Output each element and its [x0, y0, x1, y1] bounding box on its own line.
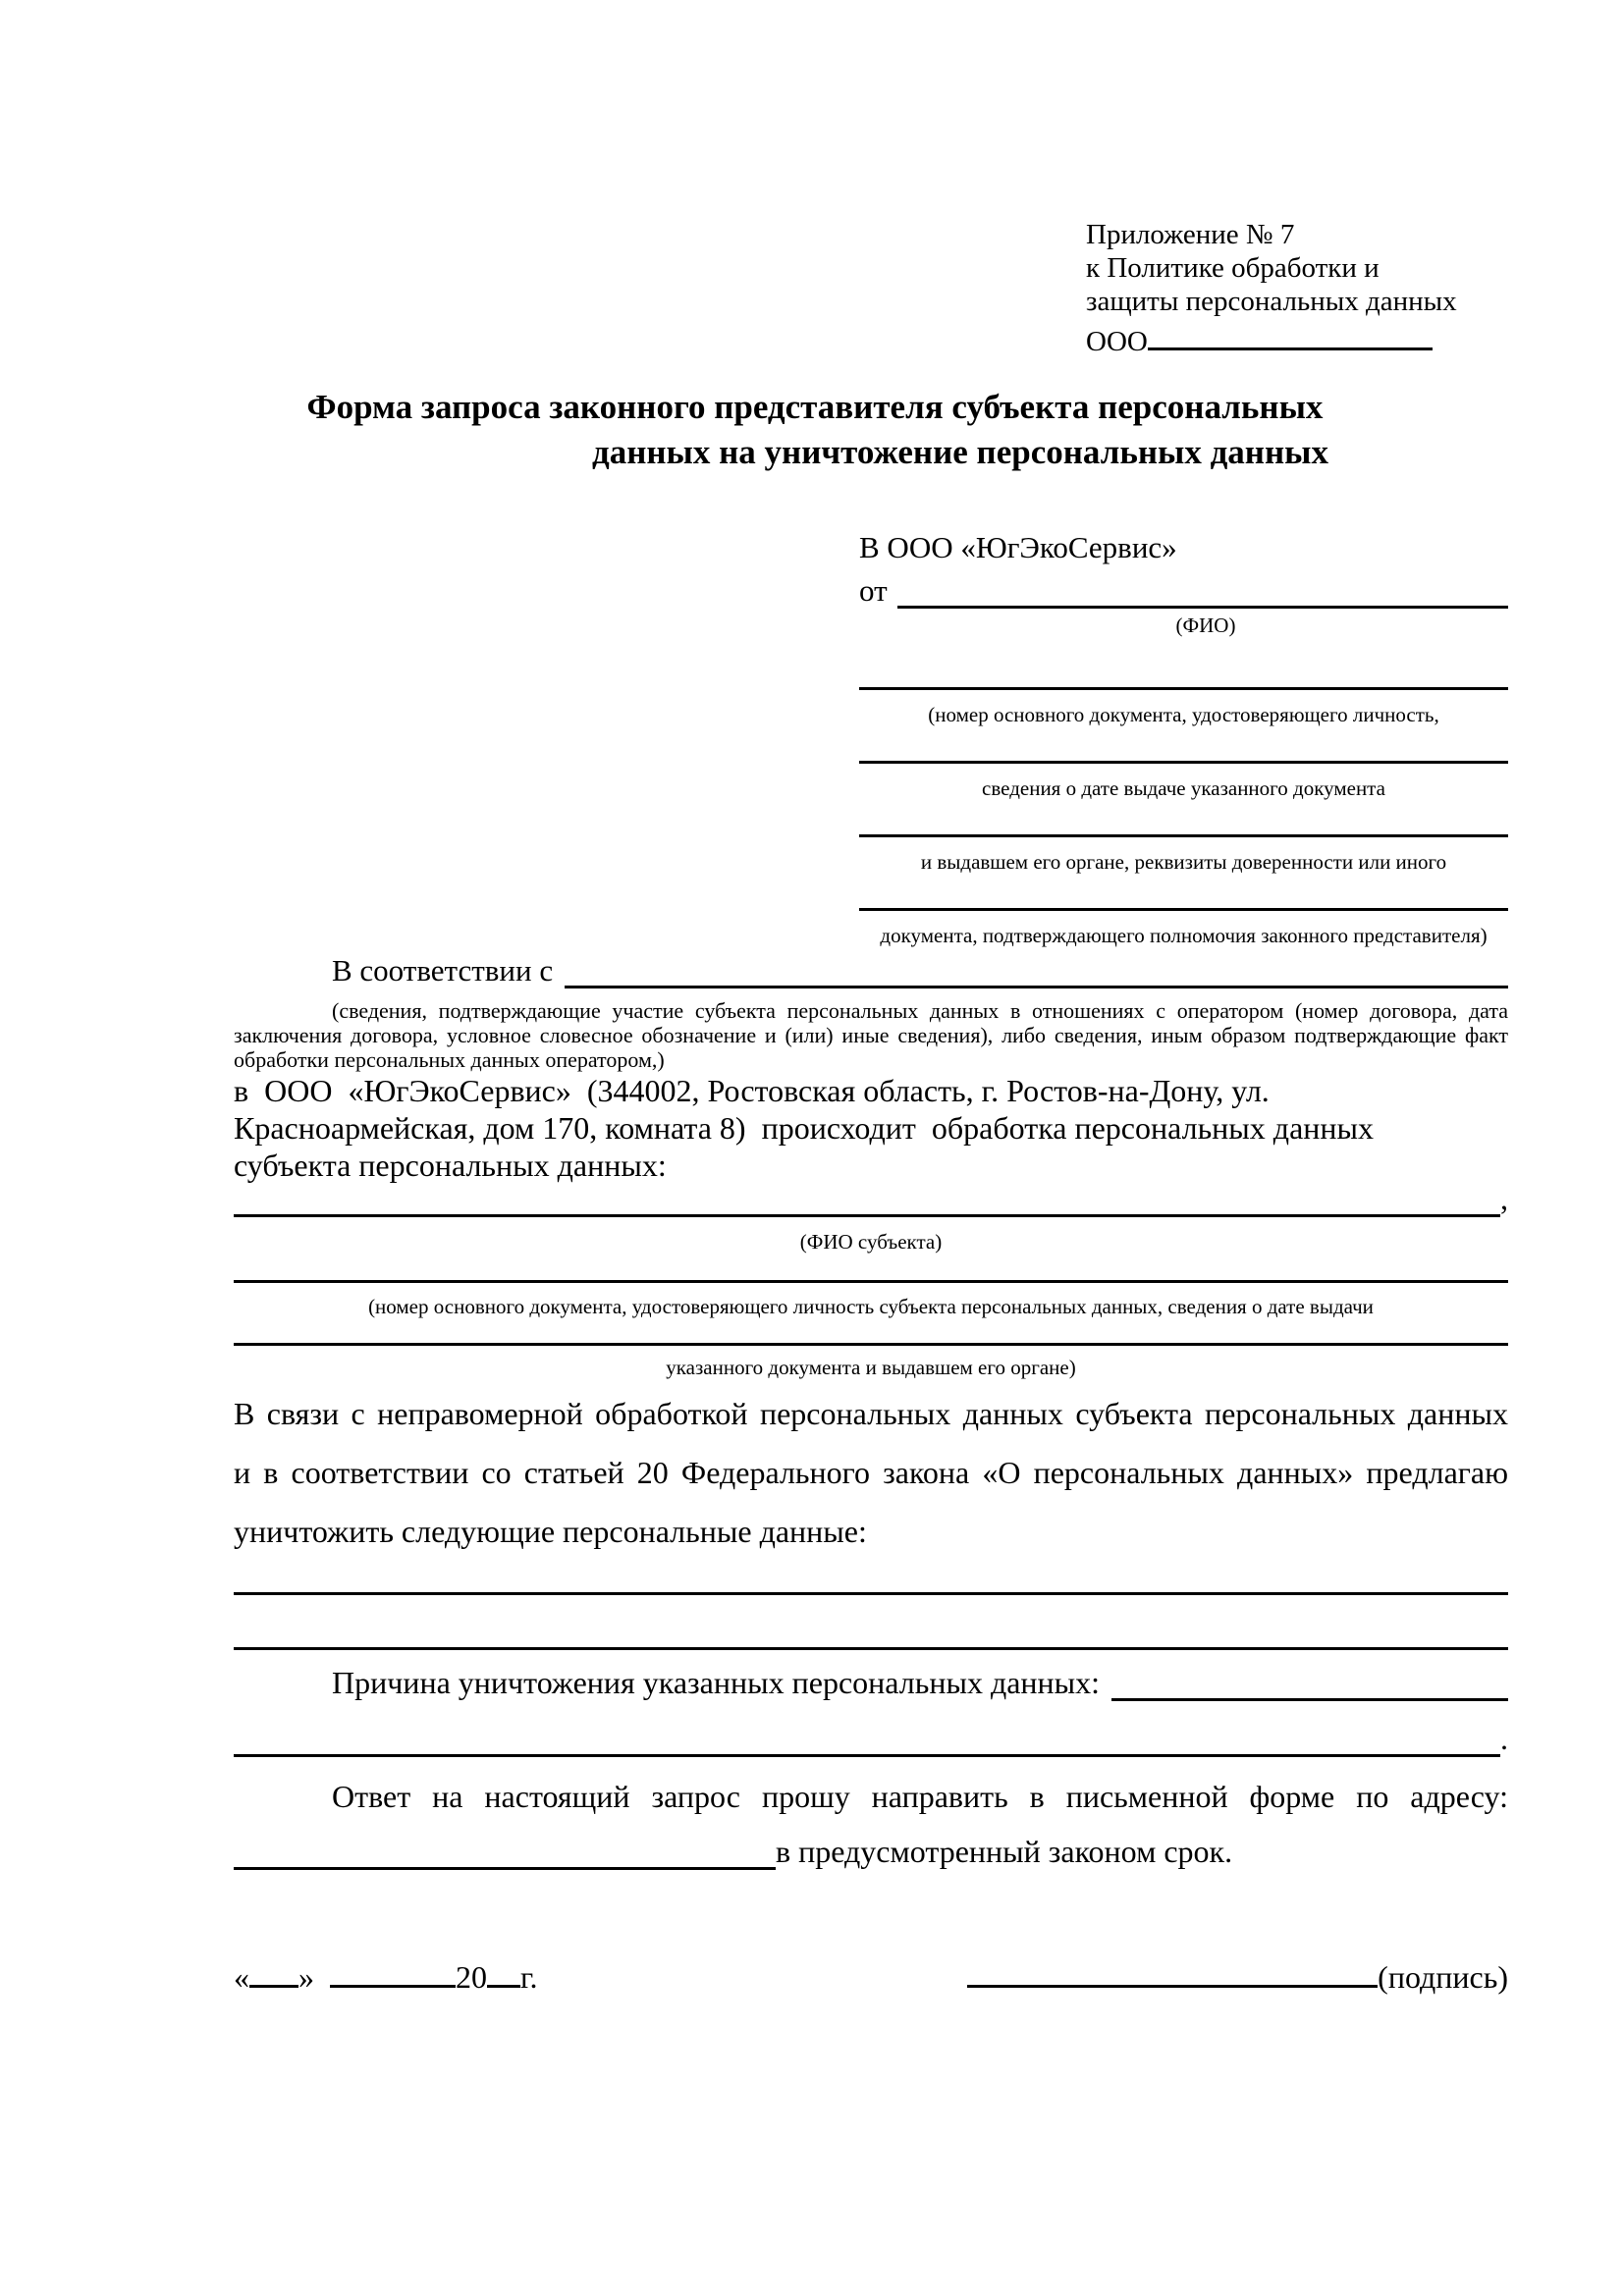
year-prefix: 20 — [456, 1959, 487, 1995]
reason-period: . — [1500, 1721, 1508, 1756]
ooo-prefix: ООО — [1086, 326, 1148, 357]
year-field[interactable] — [487, 1955, 520, 1988]
page-title — [234, 385, 1508, 475]
quote-close: » — [298, 1959, 314, 1995]
subject-fio-row — [234, 1180, 1508, 1217]
note-line-1: (сведения, подтверждающие участие субъекта персональных данных в отношениях с оператором (номер договора, дата — [332, 998, 1508, 1023]
fio-field[interactable] — [897, 576, 1508, 609]
reply-line: Ответ на настоящий запрос прошу направить в письменной форме по адресу: — [332, 1779, 1508, 1814]
subject-doc-caption-2: указанного документа и выдавшем его органе) — [666, 1356, 1076, 1379]
addressee-block — [859, 530, 1508, 948]
issuing-authority-field[interactable] — [859, 813, 1508, 837]
operator-paragraph — [234, 1072, 1508, 1184]
ooo-name-field[interactable] — [1148, 318, 1433, 350]
date-group — [234, 1955, 538, 1996]
month-field[interactable] — [330, 1955, 456, 1988]
footer-row — [234, 1955, 1508, 1996]
data-to-destroy-field-1[interactable] — [234, 1555, 1508, 1595]
appendix-line-1: Приложение № 7 — [1086, 219, 1295, 250]
address-field[interactable] — [234, 1838, 776, 1870]
demand-paragraph — [234, 1384, 1508, 1561]
operator-line-2: Красноармейская, дом 170, комната 8) происходит обработка персональных данных — [234, 1110, 1375, 1146]
appendix-line-2: к Политике обработки и — [1086, 252, 1380, 284]
day-field[interactable] — [249, 1955, 298, 1988]
signature-field[interactable] — [967, 1955, 1378, 1988]
subject-doc-field-2[interactable] — [234, 1306, 1508, 1346]
org-name: В ООО «ЮгЭкоСервис» — [859, 530, 1177, 564]
title-line-1: Форма запроса законного представителя субъекта персональных — [306, 388, 1324, 426]
from-row — [859, 575, 1508, 609]
accordance-note — [234, 998, 1508, 1072]
operator-line-3: субъекта персональных данных: — [234, 1148, 667, 1183]
title-line-2: данных на уничтожение персональных данных — [592, 433, 1328, 471]
issue-date-caption: сведения о дате выдаче указанного документа — [982, 776, 1385, 800]
subject-doc-field-1[interactable] — [234, 1243, 1508, 1283]
issue-date-field[interactable] — [859, 739, 1508, 764]
doc-number-caption: (номер основного документа, удостоверяющего личность, — [928, 703, 1439, 726]
term-row — [234, 1833, 1508, 1870]
quote-open: « — [234, 1959, 249, 1995]
reason-label: Причина уничтожения указанных персональных данных: — [332, 1665, 1101, 1700]
authority-doc-caption: документа, подтверждающего полномочия законного представителя) — [880, 924, 1488, 947]
appendix-line-4 — [1086, 318, 1518, 358]
demand-line-2: и в соответствии со статьей 20 Федерального закона «О персональных данных» предлагаю — [234, 1455, 1508, 1490]
year-suffix: г. — [520, 1959, 538, 1995]
signature-group — [967, 1955, 1508, 1996]
fio-caption: (ФИО) — [1175, 614, 1236, 637]
note-line-2: заключения договора, условное словесное обозначение и (или) иные сведения), либо сведения, иным образом подтверждающие факт — [234, 1023, 1508, 1047]
from-label: от — [859, 573, 888, 608]
authority-doc-field[interactable] — [859, 886, 1508, 911]
appendix-block — [1086, 218, 1518, 358]
reason-field-1[interactable] — [1111, 1669, 1508, 1701]
note-line-3: обработки персональных данных оператором,) — [234, 1047, 665, 1072]
subject-fio-comma: , — [1500, 1181, 1508, 1216]
accordance-field[interactable] — [565, 956, 1508, 988]
term-text: в предусмотренный законом срок. — [776, 1834, 1233, 1869]
doc-number-field[interactable] — [859, 660, 1508, 690]
demand-line-3: уничтожить следующие персональные данные: — [234, 1514, 867, 1549]
issuing-authority-caption: и выдавшем его органе, реквизиты доверенности или иного — [920, 850, 1447, 874]
subject-fio-field[interactable] — [234, 1185, 1500, 1217]
signature-caption: (подпись) — [1378, 1959, 1508, 1995]
reason-field-2[interactable] — [234, 1725, 1500, 1757]
demand-line-1: В связи с неправомерной обработкой персональных данных субъекта персональных данных — [234, 1396, 1508, 1431]
subject-fio-caption: (ФИО субъекта) — [799, 1230, 943, 1254]
data-to-destroy-field-2[interactable] — [234, 1610, 1508, 1650]
reason-row — [234, 1664, 1508, 1701]
subject-doc-caption-1: (номер основного документа, удостоверяющего личность субъекта персональных данных, сведения о дате выдачи — [368, 1295, 1374, 1318]
appendix-line-3: защиты персональных данных — [1086, 286, 1457, 317]
accordance-lead: В соответствии с — [332, 953, 554, 988]
accordance-row — [234, 954, 1508, 988]
operator-line-1: в ООО «ЮгЭкоСервис» (344002, Ростовская область, г. Ростов-на-Дону, ул. — [234, 1073, 1270, 1108]
reason-row-2 — [234, 1720, 1508, 1757]
